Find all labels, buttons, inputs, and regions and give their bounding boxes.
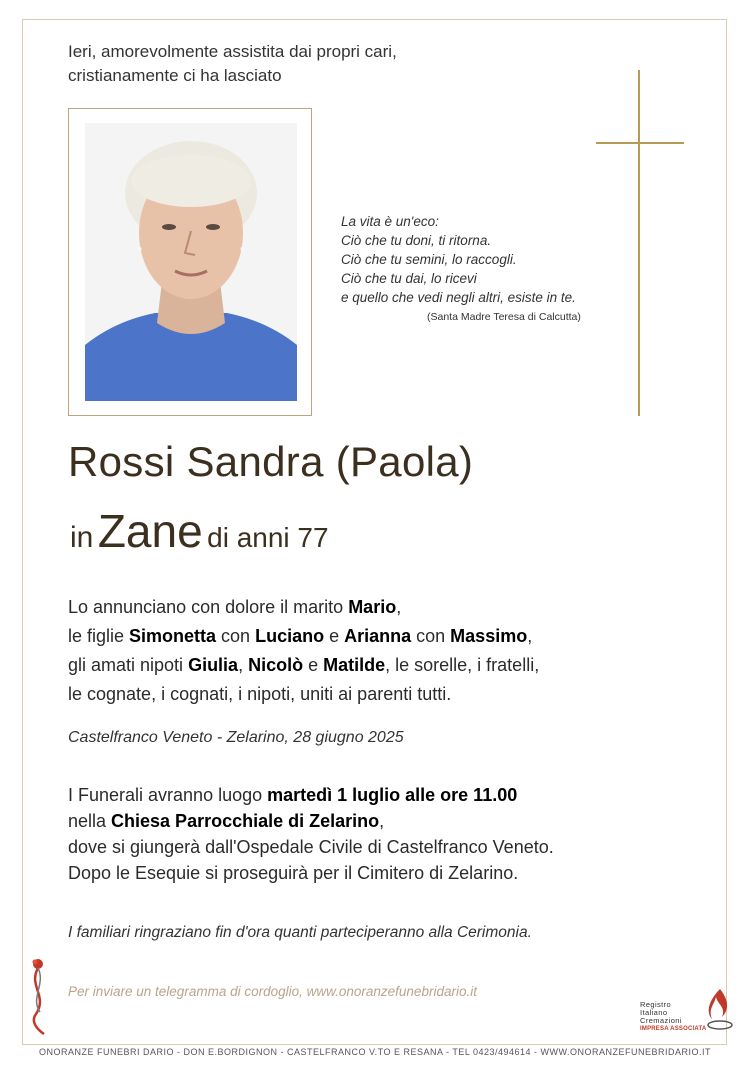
place-and-date: Castelfranco Veneto - Zelarino, 28 giugno 2025 (68, 729, 404, 746)
text: Lo annunciano con dolore il marito (68, 597, 349, 617)
text: , (396, 597, 402, 617)
text: I Funerali avranno luogo (68, 785, 268, 805)
registry-associate-label: IMPRESA ASSOCIATA (640, 1026, 707, 1032)
telegram-link[interactable]: Per inviare un telegramma di cordoglio, www.onoranzefunebridario.it (68, 984, 477, 999)
text: con (411, 626, 451, 646)
registry-line-3: Cremazioni (640, 1016, 682, 1025)
announcement-line-4: le cognate, i cognati, i nipoti, uniti ai parenti tutti. (68, 684, 452, 704)
relative-name: Giulia (188, 655, 239, 675)
text: gli amati nipoti (68, 655, 189, 675)
text: e (324, 626, 345, 646)
relative-name: Luciano (255, 626, 325, 646)
relative-name: Matilde (323, 655, 386, 675)
relative-name: Massimo (450, 626, 528, 646)
intro-text (68, 40, 397, 88)
announcement-text (68, 593, 539, 709)
text: con (216, 626, 256, 646)
text: , (238, 655, 249, 675)
text: nella (68, 811, 112, 831)
relative-name: Arianna (344, 626, 412, 646)
poem-author: (Santa Madre Teresa di Calcutta) (427, 311, 581, 323)
cross-horizontal-bar (596, 142, 684, 144)
text: , le sorelle, i fratelli, (385, 655, 540, 675)
portrait-frame (68, 108, 312, 416)
funeral-line-1 (68, 782, 554, 808)
intro-line-1: Ieri, amorevolmente assistita dai propri cari, (68, 42, 397, 61)
registry-line-2: Italiano (640, 1008, 668, 1017)
funeral-line-2 (68, 808, 554, 834)
funeral-line-3: dove si giungerà dall'Ospedale Civile di Castelfranco Veneto. (68, 837, 554, 857)
poem-line: Ciò che tu doni, ti ritorna. (341, 233, 492, 248)
announcement-line-1 (68, 593, 539, 622)
cross-vertical-bar (638, 70, 640, 416)
announcement-line-3 (68, 651, 539, 680)
relative-name: Mario (348, 597, 397, 617)
text: le figlie (68, 626, 130, 646)
poem-line: Ciò che tu semini, lo raccogli. (341, 252, 517, 267)
married-prefix: in (70, 521, 94, 554)
poem-quote (341, 212, 576, 307)
poem-line: Ciò che tu dai, lo ricevi (341, 271, 477, 286)
funeral-church: Chiesa Parrocchiale di Zelarino (111, 811, 380, 831)
thanks-text: I familiari ringraziano fin d'ora quanti parteciperanno alla Cerimonia. (68, 924, 532, 941)
poem-line: e quello che vedi negli altri, esiste in te. (341, 290, 576, 305)
funeral-line-4: Dopo le Esequie si proseguirà per il Cimitero di Zelarino. (68, 863, 519, 883)
relative-name: Simonetta (129, 626, 217, 646)
deceased-full-name: Rossi Sandra (Paola) (68, 438, 474, 485)
flame-icon (704, 987, 734, 1031)
announcement-line-2 (68, 622, 539, 651)
portrait-photo (85, 123, 297, 401)
funeral-datetime: martedì 1 luglio alle ore 11.00 (267, 785, 518, 805)
married-surname: Zane (97, 505, 203, 557)
relative-name: Nicolò (248, 655, 304, 675)
deceased-age: di anni 77 (207, 522, 329, 553)
intro-line-2: cristianamente ci ha lasciato (68, 66, 282, 85)
text: , (379, 811, 385, 831)
registro-cremazioni-logo (640, 987, 736, 1037)
registry-line-1: Registro (640, 1000, 672, 1009)
ribbon-flower-icon (26, 956, 50, 1036)
poem-line: La vita è un'eco: (341, 214, 439, 229)
text: e (303, 655, 324, 675)
funeral-details (68, 782, 554, 886)
married-name-line (70, 504, 329, 558)
footer-contact: ONORANZE FUNEBRI DARIO - DON E.BORDIGNON - CASTELFRANCO V.TO E RESANA - TEL 0423/494614 - WWW.ONORANZEFUNEBRIDARIO.IT (38, 1047, 712, 1057)
text: , (527, 626, 533, 646)
